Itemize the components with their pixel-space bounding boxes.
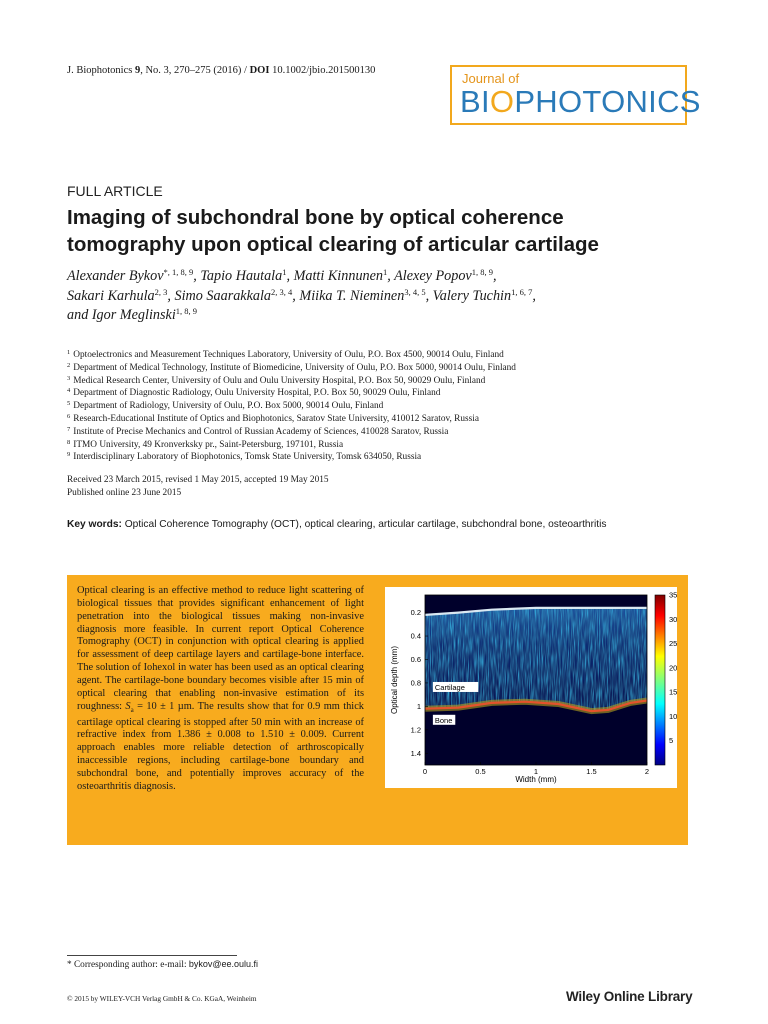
y-tick-label: 1.2	[410, 725, 421, 735]
citation-volume: 9	[134, 65, 141, 76]
y-tick-label: 0.4	[410, 631, 421, 641]
affiliation-item: $^7$ Institute of Precise Mechanics and Control of Russian Academy of Sciences, 410028 Saratov, Russia	[67, 425, 449, 437]
abstract-text: Optical clearing is an effective method to reduce light scattering of biological tissues that provides significant enhancement of light penetration into the biological tissues making non-invasive diagnosis more feasible. In current report Optical Coherence Tomography (OCT) in conjunction with optical clearing is applied for assessment of deep cartilage layers and cartilage-bone interface. The solution of Iohexol in water has been used as an optical clearing agent. The cartilage-bone boundary becomes visible after 15 min of optical clearing that enabling non-invasive estimation of its roughness: $S_a = 10 \pm 1$ µm. The results show that for 0.9 mm thick cartilage optical clearing is stopped after 50 min with an increase of refractive index from 1.386 ± 0.008 to 1.510 ± 0.009. Current approach enables more reliable detection of arthroscopically inaccessible regions, including cartilage-bone boundary and subchondral bone, and potentially improves accuracy of the osteoarthritis diagnosis.	[77, 585, 365, 792]
colorbar-tick-label: 25	[669, 639, 677, 649]
author[interactable]: Tapio Hautala$^1$	[200, 267, 287, 284]
affiliation-item: $^8$ ITMO University, 49 Kronverksky pr., Saint-Petersburg, 197101, Russia	[67, 438, 344, 450]
affiliation-item: $^3$ Medical Research Center, University of Oulu and Oulu University Hospital, P.O. Box 50, 90029 Oulu, Finland	[67, 374, 486, 386]
author[interactable]: Alexey Popov$^{1, 8, 9}$	[394, 267, 493, 284]
affiliation-item: $^4$ Department of Diagnostic Radiology, Oulu University Hospital, P.O. Box 50, 90029 Oulu, Finland	[67, 387, 441, 399]
affiliation-item: $^5$ Department of Radiology, University of Oulu, P.O. Box 5000, 90014 Oulu, Finland	[67, 400, 384, 412]
colorbar-tick-label: 5	[669, 736, 674, 746]
cartilage-speckle	[425, 608, 647, 711]
keywords	[67, 519, 707, 530]
doi-link[interactable]: 10.1002/jbio.201500130	[269, 65, 376, 76]
author-list: Alexander Bykov$^{*, 1, 8, 9}$, Tapio Hautala$^1$, Matti Kinnunen$^1$, Alexey Popov$^{1, 8, 9}$, Sakari Karhula$^{2, 3}$, Simo Saarakkala$^{2, 3, 4}$, Miika T. Nieminen$^{3, 4, 5}$, Valery Tuchin$^{1, 6, 7}$, and Igor Meglinski$^{1, 8, 9}$	[67, 267, 536, 323]
author[interactable]: Alexander Bykov$^{*, 1, 8, 9}$	[67, 267, 194, 284]
keywords-label: Key words:	[67, 519, 122, 530]
affiliation-item: $^1$ Optoelectronics and Measurement Techniques Laboratory, University of Oulu, P.O. Box 4500, 90014 Oulu, Finland	[67, 349, 504, 360]
footnote-divider	[67, 955, 237, 956]
author-email-link[interactable]: bykov@ee.oulu.fi	[188, 959, 259, 969]
title-line-2: tomography upon optical clearing of articular cartilage	[67, 233, 599, 256]
region-label: Bone	[434, 715, 453, 725]
y-tick-label: 0.8	[410, 678, 421, 688]
author[interactable]: Sakari Karhula$^{2, 3}$	[67, 286, 168, 304]
author[interactable]: Simo Saarakkala$^{2, 3, 4}$	[174, 286, 293, 304]
colorbar-tick-label: 30	[669, 614, 677, 624]
region-label: Cartilage	[434, 682, 465, 692]
received-date: Received 23 March 2015, revised 1 May 2015, accepted 19 May 2015	[67, 475, 329, 485]
citation-line	[67, 65, 375, 76]
colorbar-tick-label: 10	[669, 711, 677, 721]
oct-heatmap-chart	[385, 587, 677, 788]
citation-journal: J. Biophotonics	[67, 65, 135, 76]
wiley-online-library-logo[interactable]: Wiley Online Library	[566, 989, 693, 1004]
copyright-notice: © 2015 by WILEY-VCH Verlag GmbH & Co. KGaA, Weinheim	[67, 994, 257, 1003]
citation-issue: , No. 3, 270–275 (2016) /	[140, 65, 250, 76]
x-tick-label: 1.5	[586, 767, 597, 776]
article-dates	[67, 474, 329, 500]
title-line-1: Imaging of subchondral bone by optical coherence	[67, 206, 564, 229]
y-tick-label: 0.6	[410, 654, 421, 664]
colorbar-tick-label: 15	[669, 687, 677, 697]
y-tick-label: 0.2	[410, 608, 421, 618]
author[interactable]: Matti Kinnunen$^1$	[293, 267, 388, 284]
x-tick-label: 0	[422, 767, 428, 776]
affiliation-item: $^2$ Department of Medical Technology, Institute of Biomedicine, University of Oulu, P.O. Box 5000, 90014 Oulu, Finland	[67, 361, 516, 373]
y-tick-label: 1.4	[410, 748, 421, 758]
y-axis-label: Optical depth (mm)	[390, 645, 399, 715]
journal-logo-of: Journal of	[462, 71, 520, 86]
colorbar	[655, 595, 665, 765]
x-tick-label: 0.5	[475, 767, 486, 776]
keywords-text: Optical Coherence Tomography (OCT), optical clearing, articular cartilage, subchondral bone, osteoarthritis	[121, 519, 607, 530]
article-title	[67, 204, 707, 258]
x-tick-label: 1	[533, 767, 539, 776]
x-axis-label: Width (mm)	[515, 775, 557, 784]
author[interactable]: and Igor Meglinski$^{1, 8, 9}$	[67, 306, 198, 323]
affiliation-item: $^6$ Research-Educational Institute of Optics and Biophotonics, Saratov State University, 410012 Saratov, Russia	[67, 412, 479, 424]
x-tick-label: 2	[644, 767, 650, 776]
colorbar-tick-label: 35	[669, 590, 677, 600]
abstract-box	[67, 575, 688, 845]
author[interactable]: Valery Tuchin$^{1, 6, 7}$	[432, 286, 533, 304]
corresponding-author-footnote: * Corresponding author: e-mail: bykov@ee.oulu.fi	[67, 959, 259, 970]
oct-figure	[385, 587, 677, 788]
affiliation-item: $^9$ Interdisciplinary Laboratory of Biophotonics, Tomsk State University, Tomsk 634050, Russia	[67, 451, 422, 463]
article-type: FULL ARTICLE	[67, 183, 163, 199]
doi-label: DOI	[249, 65, 270, 76]
colorbar-tick-label: 20	[669, 663, 677, 673]
affiliation-list	[67, 349, 717, 464]
author[interactable]: Miika T. Nieminen$^{3, 4, 5}$	[299, 286, 426, 304]
journal-logo[interactable]	[450, 65, 701, 125]
y-tick-label: 1	[416, 701, 421, 711]
journal-logo-name: BIOPHOTONICS	[460, 84, 701, 119]
published-date: Published online 23 June 2015	[67, 487, 182, 498]
